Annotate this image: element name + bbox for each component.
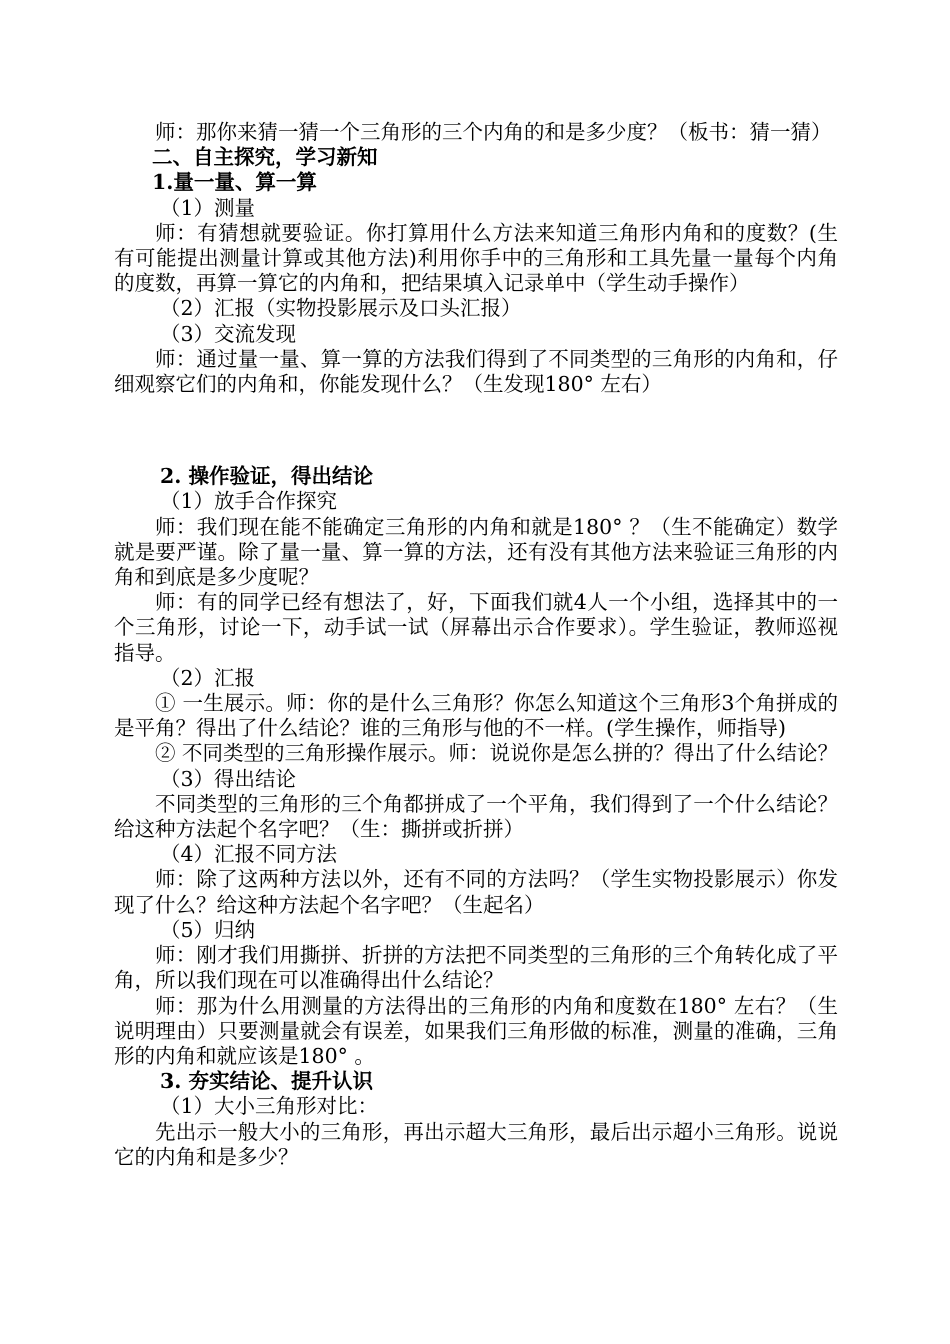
- paragraph: 师：那为什么用测量的方法得出的三角形的内角和度数在180° 左右？（生说明理由）只要测量就会有误差，如果我们三角形做的标准，测量的准确，三角形的内角和就应该是180° 。: [114, 993, 838, 1068]
- paragraph: （1）放手合作探究: [160, 489, 338, 514]
- blank-line: [114, 418, 838, 444]
- paragraph: （2）汇报: [160, 665, 256, 690]
- paragraph: 师：有猜想就要验证。你打算用什么方法来知道三角形内角和的度数？(生有可能提出测量计算或其他方法)利用你手中的三角形和工具先量一量每个内角的度数，再算一算它的内角和，把结果填入记录单中（学生动手操作）: [114, 220, 838, 296]
- paragraph: 先出示一般大小的三角形，再出示超大三角形，最后出示超小三角形。说说它的内角和是多少？: [114, 1119, 838, 1169]
- paragraph: ② 不同类型的三角形操作展示。师：说说你是怎么拼的？得出了什么结论？: [155, 741, 839, 766]
- paragraph: 师：那你来猜一猜一个三角形的三个内角的和是多少度？（板书：猜一猜）: [155, 120, 832, 144]
- section-heading: 1.量一量、算一算: [152, 170, 317, 195]
- paragraph: （3）得出结论: [160, 766, 297, 791]
- paragraph: （1）大小三角形对比：: [160, 1094, 379, 1119]
- paragraph: （1）测量: [160, 195, 256, 220]
- paragraph: （2）汇报（实物投影展示及口头汇报）: [160, 296, 522, 321]
- paragraph: （3）交流发现: [160, 321, 297, 346]
- paragraph: 师：有的同学已经有想法了，好，下面我们就4人一个小组，选择其中的一个三角形，讨论一下，动手试一试（屏幕出示合作要求）。学生验证，教师巡视指导。: [114, 590, 838, 665]
- paragraph: 不同类型的三角形的三个角都拼成了一个平角，我们得到了一个什么结论？给这种方法起个名字吧？（生：撕拼或折拼）: [114, 791, 838, 842]
- paragraph: （4）汇报不同方法: [160, 842, 338, 867]
- paragraph: 师：除了这两种方法以外，还有不同的方法吗？（学生实物投影展示）你发现了什么？给这种方法起个名字吧？（生起名）: [114, 867, 838, 917]
- paragraph: ① 一生展示。师：你的是什么三角形？你怎么知道这个三角形3个角拼成的是平角？得出了什么结论？谁的三角形与他的不一样。(学生操作，师指导): [114, 691, 838, 741]
- section-heading: 2. 操作验证，得出结论: [160, 464, 374, 489]
- paragraph: 师：刚才我们用撕拼、折拼的方法把不同类型的三角形的三个角转化成了平角，所以我们现在可以准确得出什么结论？: [114, 943, 838, 993]
- document-body: [114, 120, 838, 1170]
- paragraph: 师：通过量一量、算一算的方法我们得到了不同类型的三角形的内角和，仔细观察它们的内角和，你能发现什么？（生发现180° 左右）: [114, 346, 838, 397]
- section-heading: 3. 夯实结论、提升认识: [160, 1069, 374, 1094]
- section-heading: 二、自主探究，学习新知: [152, 145, 378, 170]
- paragraph: （5）归纳: [160, 917, 256, 942]
- paragraph: 师：我们现在能不能确定三角形的内角和就是180° ？（生不能确定）数学就是要严谨。除了量一量、算一算的方法，还有没有其他方法来验证三角形的内角和到底是多少度呢？: [114, 514, 838, 590]
